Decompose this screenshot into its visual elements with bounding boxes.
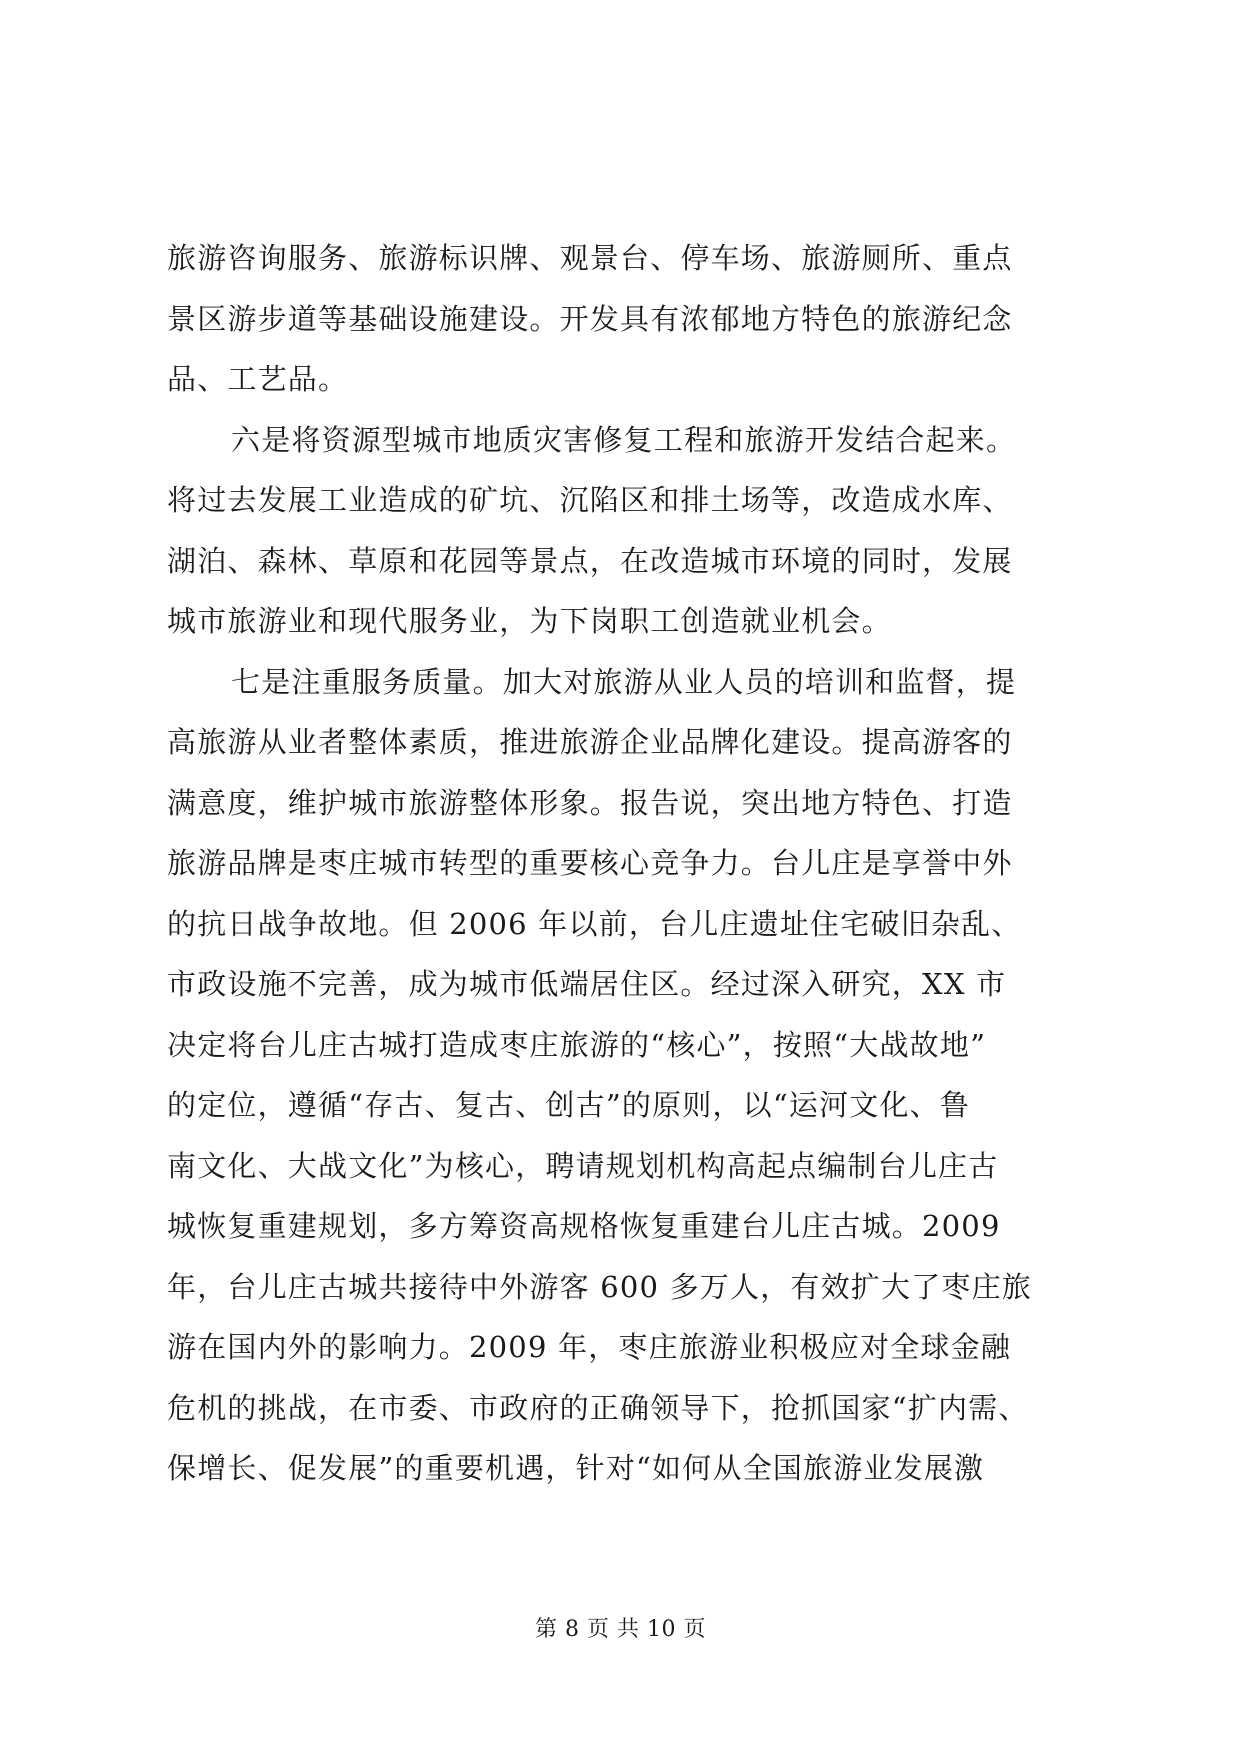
text-line: 旅游咨询服务、旅游标识牌、观景台、停车场、旅游厕所、重点: [167, 241, 1013, 275]
text-line: 高旅游从业者整体素质，推进旅游企业品牌化建设。提高游客的: [167, 725, 1013, 759]
text-line: 湖泊、森林、草原和花园等景点，在改造城市环境的同时，发展: [167, 543, 1013, 578]
text-line: 危机的挑战，在市委、市政府的正确领导下，抢抓国家“扩内需、: [167, 1390, 1029, 1425]
text-line: 保增长、促发展”的重要机遇，针对“如何从全国旅游业发展激: [167, 1451, 985, 1485]
text-line: 将过去发展工业造成的矿坑、沉陷区和排土场等，改造成水库、: [167, 483, 1013, 517]
body-text: [167, 228, 1087, 1499]
text-line: 城市旅游业和现代服务业，为下岗职工创造就业机会。: [167, 604, 892, 638]
text-line: 满意度，维护城市旅游整体形象。报告说，突出地方特色、打造: [167, 785, 1013, 820]
page-number-label: 第 8 页 共 10 页: [535, 1617, 706, 1642]
text-line: 景区游步道等基础设施建设。开发具有浓郁地方特色的旅游纪念: [167, 301, 1013, 336]
text-line: 品、工艺品。: [167, 362, 349, 396]
paragraph-start-line: 六是将资源型城市地质灾害修复工程和旅游开发结合起来。: [231, 422, 1017, 457]
text-line: 的定位，遵循“存古、复古、创古”的原则，以“运河文化、鲁: [167, 1088, 971, 1122]
text-line: 年，台儿庄古城共接待中外游客 600 多万人，有效扩大了枣庄旅: [167, 1269, 1032, 1304]
paragraph-start-line: 七是注重服务质量。加大对旅游从业人员的培训和监督，提: [231, 664, 1017, 699]
page-footer: [0, 1612, 1241, 1643]
text-line: 游在国内外的影响力。2009 年，枣庄旅游业积极应对全球金融: [167, 1330, 1012, 1364]
text-line: 南文化、大战文化”为核心，聘请规划机构高起点编制台儿庄古: [167, 1148, 999, 1183]
text-line: 市政设施不完善，成为城市低端居住区。经过深入研究，XX 市: [167, 967, 1007, 1001]
text-line: 旅游品牌是枣庄城市转型的重要核心竞争力。台儿庄是享誉中外: [167, 846, 1013, 880]
text-line: 的抗日战争故地。但 2006 年以前，台儿庄遗址住宅破旧杂乱、: [167, 906, 1022, 941]
text-line: 决定将台儿庄古城打造成枣庄旅游的“核心”，按照“大战故地”: [167, 1027, 987, 1062]
text-line: 城恢复重建规划，多方筹资高规格恢复重建台儿庄古城。2009: [167, 1209, 1001, 1243]
